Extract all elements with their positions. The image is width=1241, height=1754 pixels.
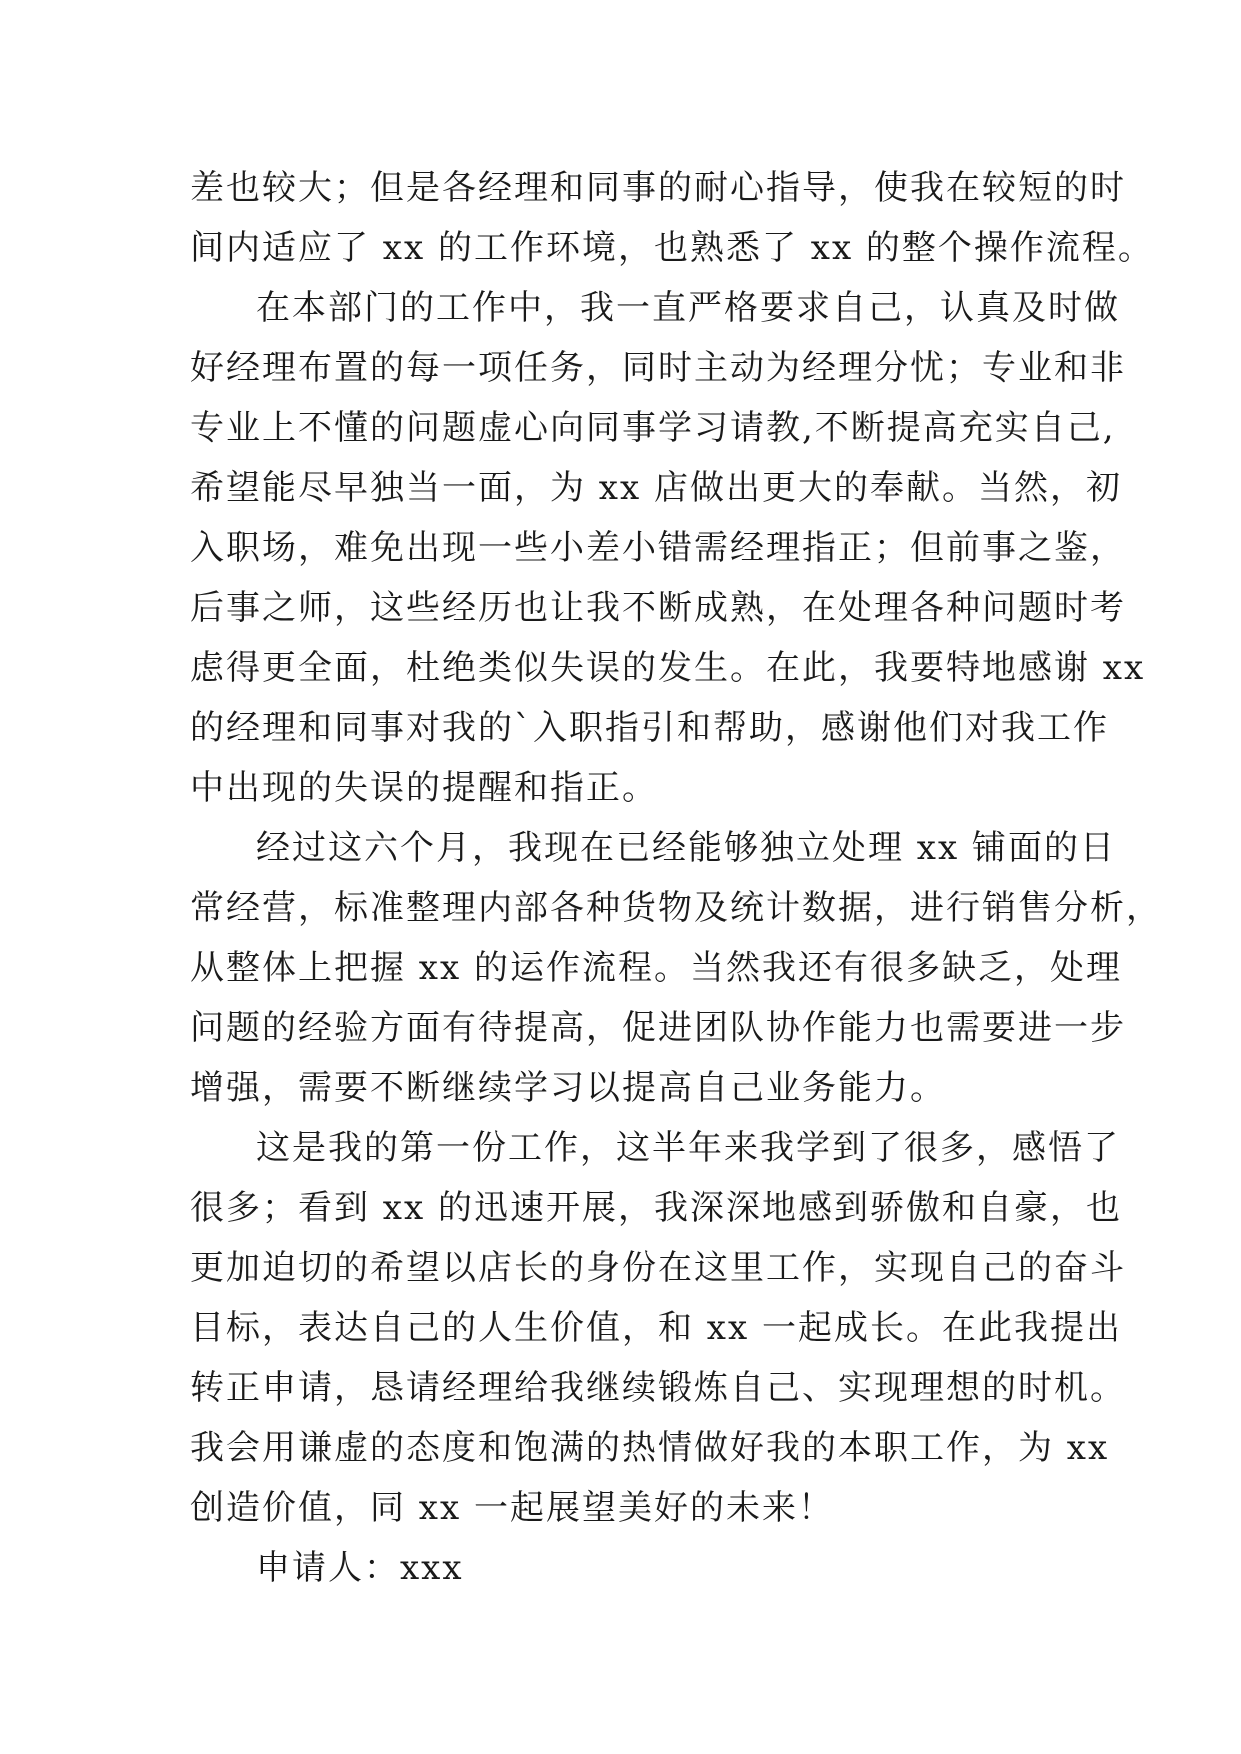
- body-line: 目标，表达自己的人生价值，和 xx 一起成长。在此我提出: [190, 1308, 1122, 1348]
- body-line: 这是我的第一份工作，这半年来我学到了很多，感悟了: [256, 1128, 1120, 1168]
- body-line: 的经理和同事对我的`入职指引和帮助，感谢他们对我工作: [190, 708, 1109, 748]
- body-line: 希望能尽早独当一面，为 xx 店做出更大的奉献。当然，初: [190, 468, 1122, 508]
- body-line: 后事之师，这些经历也让我不断成熟，在处理各种问题时考: [190, 588, 1126, 628]
- body-line: 在本部门的工作中，我一直严格要求自己，认真及时做: [256, 288, 1120, 328]
- body-line: 专业上不懂的问题虚心向同事学习请教,不断提高充实自己,: [190, 408, 1116, 448]
- body-line: 很多；看到 xx 的迅速开展，我深深地感到骄傲和自豪，也: [190, 1188, 1122, 1228]
- signature: 申请人：xxx: [256, 1548, 464, 1588]
- body-line: 入职场，难免出现一些小差小错需经理指正；但前事之鉴，: [190, 528, 1126, 568]
- body-line: 创造价值，同 xx 一起展望美好的未来！: [190, 1488, 834, 1528]
- body-line: 从整体上把握 xx 的运作流程。当然我还有很多缺乏，处理: [190, 948, 1122, 988]
- body-line: 转正申请，恳请经理给我继续锻炼自己、实现理想的时机。: [190, 1368, 1126, 1408]
- body-line: 虑得更全面，杜绝类似失误的发生。在此，我要特地感谢 xx: [190, 648, 1146, 688]
- body-line: 差也较大；但是各经理和同事的耐心指导，使我在较短的时: [190, 168, 1126, 208]
- body-line: 经过这六个月，我现在已经能够独立处理 xx 铺面的日: [256, 828, 1116, 868]
- body-line: 常经营，标准整理内部各种货物及统计数据，进行销售分析，: [190, 888, 1162, 928]
- letter-body: [190, 158, 1162, 1598]
- body-line: 间内适应了 xx 的工作环境，也熟悉了 xx 的整个操作流程。: [190, 228, 1154, 268]
- body-line: 更加迫切的希望以店长的身份在这里工作，实现自己的奋斗: [190, 1248, 1126, 1288]
- body-line: 我会用谦虚的态度和饱满的热情做好我的本职工作，为 xx: [190, 1428, 1110, 1468]
- body-line: 中出现的失误的提醒和指正。: [190, 768, 658, 808]
- body-line: 问题的经验方面有待提高，促进团队协作能力也需要进一步: [190, 1008, 1126, 1048]
- body-line: 增强，需要不断继续学习以提高自己业务能力。: [190, 1068, 946, 1108]
- body-line: 好经理布置的每一项任务，同时主动为经理分忧；专业和非: [190, 348, 1126, 388]
